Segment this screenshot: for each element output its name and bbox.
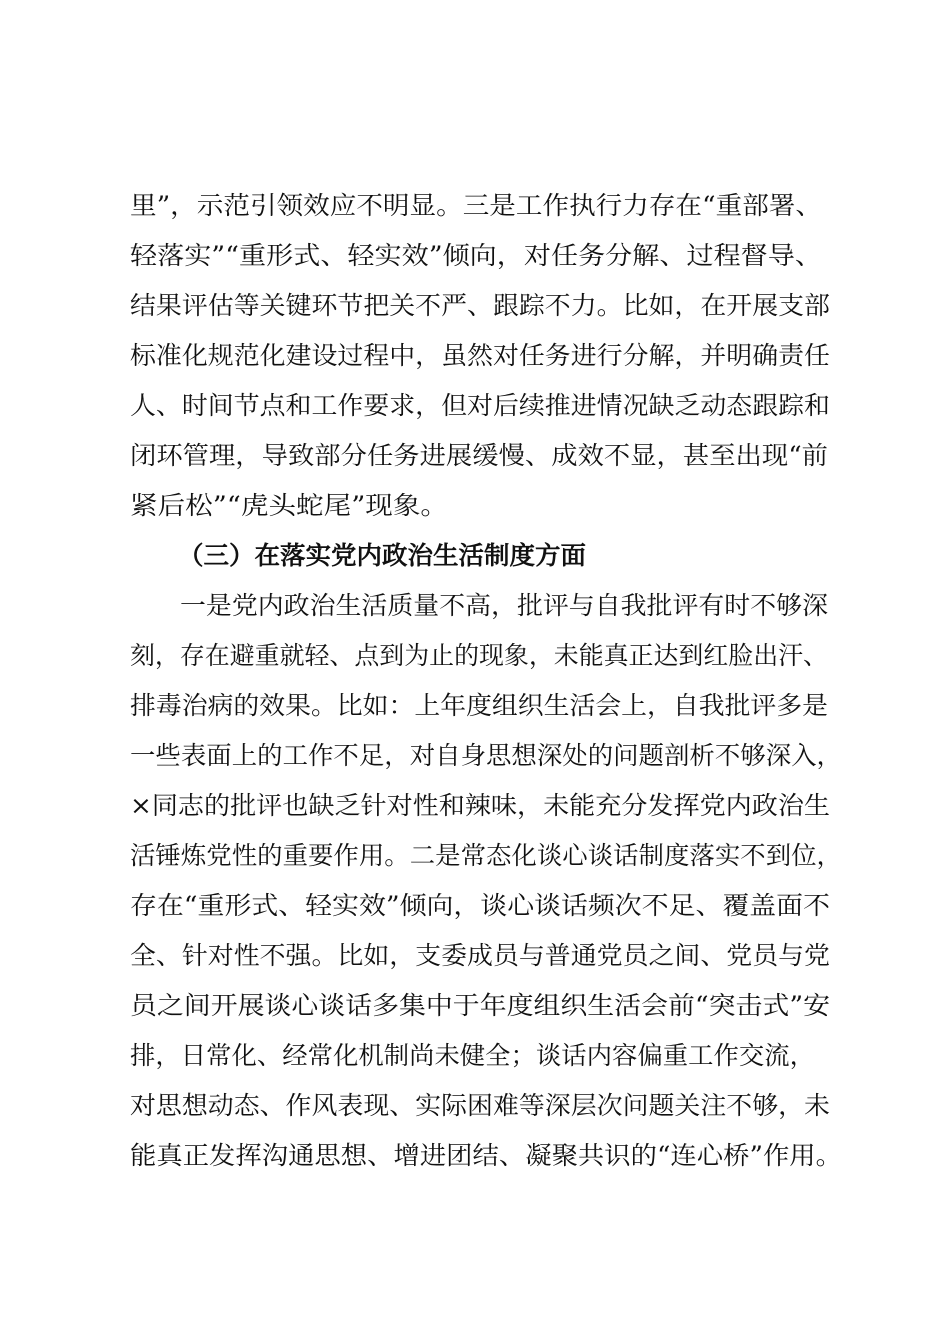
svg-text:（三）在落实党内政治生活制度方面: （三）在落实党内政治生活制度方面 [178,541,586,570]
paragraph-line [0,1030,950,1080]
svg-text:排毒治病的效果。比如：上年度组织生活会上，自我批评多是: 排毒治病的效果。比如：上年度组织生活会上，自我批评多是 [130,691,828,720]
paragraph-line [0,380,950,430]
paragraph-line [0,480,950,530]
paragraph-line [0,280,950,330]
paragraph-line [0,1130,950,1180]
svg-text:一是党内政治生活质量不高，批评与自我批评有时不够深: 一是党内政治生活质量不高，批评与自我批评有时不够深 [180,591,828,620]
paragraph-line [0,730,950,780]
svg-text:存在“重形式、轻实效”倾向，谈心谈话频次不足、覆盖面不: 存在“重形式、轻实效”倾向，谈心谈话频次不足、覆盖面不 [130,891,830,920]
svg-text:全、针对性不强。比如，支委成员与普通党员之间、党员与党: 全、针对性不强。比如，支委成员与普通党员之间、党员与党 [130,941,830,970]
svg-text:刻，存在避重就轻、点到为止的现象，未能真正达到红脸出汗、: 刻，存在避重就轻、点到为止的现象，未能真正达到红脸出汗、 [130,641,828,670]
paragraph-line [0,330,950,380]
paragraph-line [0,180,950,230]
svg-text:能真正发挥沟通思想、增进团结、凝聚共识的“连心桥”作用。: 能真正发挥沟通思想、增进团结、凝聚共识的“连心桥”作用。 [130,1141,842,1170]
paragraph-line [0,830,950,880]
svg-text:活锤炼党性的重要作用。二是常态化谈心谈话制度落实不到位，: 活锤炼党性的重要作用。二是常态化谈心谈话制度落实不到位， [130,841,842,870]
svg-text:排，日常化、经常化机制尚未健全；谈话内容偏重工作交流，: 排，日常化、经常化机制尚未健全；谈话内容偏重工作交流， [130,1041,815,1070]
svg-text:里”，示范引领效应不明显。三是工作执行力存在“重部署、: 里”，示范引领效应不明显。三是工作执行力存在“重部署、 [130,191,822,220]
svg-text:轻落实”“重形式、轻实效”倾向，对任务分解、过程督导、: 轻落实”“重形式、轻实效”倾向，对任务分解、过程督导、 [130,241,822,270]
svg-text:一些表面上的工作不足，对自身思想深处的问题剖析不够深入，: 一些表面上的工作不足，对自身思想深处的问题剖析不够深入， [130,741,842,770]
svg-text:人、时间节点和工作要求，但对后续推进情况缺乏动态跟踪和: 人、时间节点和工作要求，但对后续推进情况缺乏动态跟踪和 [130,391,830,420]
svg-text:紧后松”“虎头蛇尾”现象。: 紧后松”“虎头蛇尾”现象。 [130,491,448,520]
svg-text:员之间开展谈心谈话多集中于年度组织生活会前“突击式”安: 员之间开展谈心谈话多集中于年度组织生活会前“突击式”安 [130,991,830,1020]
paragraph-line [0,980,950,1030]
paragraph-line [0,880,950,930]
paragraph-line [0,1080,950,1130]
svg-text:标准化规范化建设过程中，虽然对任务进行分解，并明确责任: 标准化规范化建设过程中，虽然对任务进行分解，并明确责任 [130,341,830,370]
paragraph-line [0,230,950,280]
paragraph-line [0,780,950,830]
section-heading [0,530,950,580]
svg-text:×同志的批评也缺乏针对性和辣味，未能充分发挥党内政治生: ×同志的批评也缺乏针对性和辣味，未能充分发挥党内政治生 [130,791,830,820]
paragraph-line [0,430,950,480]
svg-text:对思想动态、作风表现、实际困难等深层次问题关注不够，未: 对思想动态、作风表现、实际困难等深层次问题关注不够，未 [130,1091,830,1120]
svg-text:闭环管理，导致部分任务进展缓慢、成效不显，甚至出现“前: 闭环管理，导致部分任务进展缓慢、成效不显，甚至出现“前 [130,441,828,470]
paragraph-line [0,630,950,680]
paragraph-line [0,580,950,630]
paragraph-line [0,680,950,730]
paragraph-line [0,930,950,980]
svg-text:结果评估等关键环节把关不严、跟踪不力。比如，在开展支部: 结果评估等关键环节把关不严、跟踪不力。比如，在开展支部 [130,291,830,320]
